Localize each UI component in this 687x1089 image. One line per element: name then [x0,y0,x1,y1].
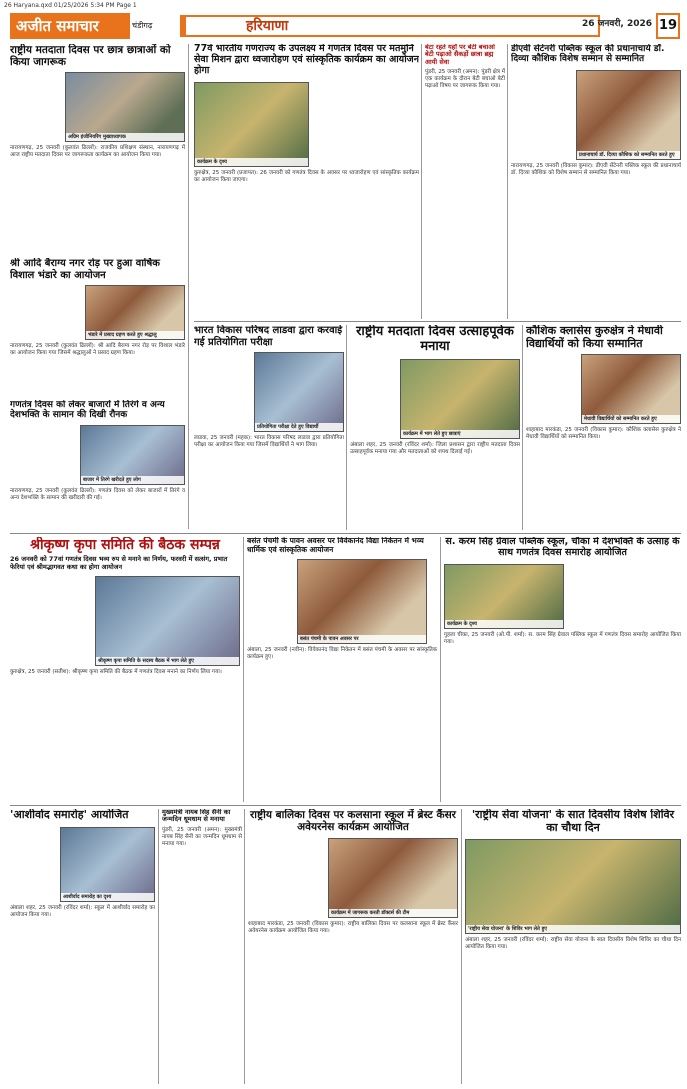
headline: स. करम सिंह ग्रेवाल पब्लिक स्कूल, चौका में देशभक्ति के उत्साह के साथ गणतंत्र दिवस समारोह आयोजित [445,537,680,558]
article-grewal-school [444,537,681,802]
article-breast-cancer [248,809,458,1084]
headline: राष्ट्रीय बालिका दिवस पर कलसाना स्कूल में ब्रेस्ट कैंसर अवेयरनेस कार्यक्रम आयोजित [250,809,456,834]
article-photo [65,72,185,142]
article-republic-markets [10,400,185,530]
article-basant-panchami [247,537,437,802]
file-info-line: 26 Haryana.qxd 01/25/2026 5:34 PM Page 1 [4,2,137,9]
article-voters-day-students [10,44,185,254]
article-photo [80,425,185,485]
photo-caption: अग्रिम इंजीनियरिंग मुख्याध्यापक [66,133,184,141]
article-dav-principal [511,44,681,319]
row-rule [194,321,681,322]
headline: बेटा रहते यहाँ पर बेटी बचाओ बेटी पढ़ाओ सैकड़ों छात्रा ब्रह्म आयी सेवा [425,44,495,66]
photo-caption: कार्यक्रम में भाग लेते हुए छात्राएं [401,430,519,438]
article-body: शाहाबाद मारकंडा, 25 जनवरी (विकास कुमार): राष्ट्रीय बालिका दिवस पर कलसाना स्कूल में ब्रेस्ट कैंसर अवेयरनेस कार्यक्रम आयोजित किया गया। [248,921,458,935]
headline: श्रीकृष्ण कृपा समिति की बैठक सम्पन्न [30,537,220,553]
article-photo [297,559,427,644]
headline: श्री आदि बैराग्य नगर रोड़ पर हुआ वार्षिक विशाल भंडारे का आयोजन [10,258,160,281]
article-photo [576,70,681,160]
row-rule [10,533,681,534]
article-body: अंबाला, 25 जनवरी (नवीन): विवेकानंद विद्या निकेतन में बसंत पंचमी के अवसर पर सांस्कृतिक कार्यक्रम हुए। [247,647,437,661]
article-photo [85,285,185,340]
column-rule [522,325,523,530]
headline: कौशिक क्लासेस कुरुक्षेत्र ने मेधावी विद्यार्थियों को किया सम्मानित [526,325,663,350]
article-voters-day [350,325,520,530]
article-body: पुंडरी, 25 जनवरी (अमन): मुख्यमंत्री नायब सिंह सैनी का जन्मदिन धूमधाम से मनाया गया। [162,826,242,847]
edition-city: चंडीगढ़ [132,21,153,30]
article-body: गुहला चीका, 25 जनवरी (ओ.पी. शर्मा): स. करम सिंह ग्रेवाल पब्लिक स्कूल में गणतंत्र दिवस समारोह आयोजित किया गया। [444,631,681,645]
column-rule [188,44,189,529]
article-body: अंबाला शहर, 25 जनवरी (रविंदर शर्मा): राष्ट्रीय सेवा योजना के सात दिवसीय विशेष शिविर का चौथा दिन आयोजित किया गया। [465,937,681,951]
headline: मुख्यमंत्री नायब सिंह सैनी का जन्मदिन धूमधाम से मनाया [162,809,231,824]
article-photo [581,354,681,424]
article-body: नारायणगढ़, 25 जनवरी (कुलवंत ढिल्लों): श्री आदि बैराग्य नगर रोड़ पर विशाल भंडारे का आयोजन किया गया जिसमें श्रद्धालुओं ने प्रसाद ग्रहण किया। [10,343,185,356]
article-body: शाहाबाद मारकंडा, 25 जनवरी (विकास कुमार): कौशिक क्लासेस कुरुक्षेत्र ने मेधावी विद्यार्थियों को सम्मानित किया। [526,427,681,441]
issue-date: 26 जनवरी, 2026 [582,19,652,29]
column-rule [243,537,244,802]
headline: भारत विकास परिषद लाडवा द्वारा करवाई गई प्रतियोगिता परीक्षा [194,325,343,348]
article-body: कुरुक्षेत्र, 25 जनवरी (सतीश): श्रीकृष्ण कृपा समिति की बैठक में गणतंत्र दिवस मनाने का निर्णय लिया गया। [10,669,222,676]
photo-caption: भंडारे में प्रसाद ग्रहण करते हुए श्रद्धालु [86,331,184,339]
photo-caption: आशीर्वाद समारोह का दृश्य [61,893,154,901]
article-bharat-vikas [194,325,344,530]
headline: 'राष्ट्रीय सेवा योजना' के सात दिवसीय विशेष शिविर का चौथा दिन [471,809,675,834]
column-rule [507,44,508,319]
article-body: पुंडरी, 25 जनवरी (अमन): पुंडरी क्षेत्र में एक कार्यक्रम के दौरान बेटी बचाओ बेटी पढ़ाओ विषय पर जागरूक किया गया। [425,69,505,90]
column-rule [440,537,441,802]
article-body: लाडवा, 25 जनवरी (महक): भारत विकास परिषद लाडवा द्वारा प्रतियोगिता परीक्षा का आयोजन किया गया जिसमें विद्यार्थियों ने भाग लिया। [194,435,344,448]
column-rule [346,325,347,530]
article-beti-bachao [425,44,505,319]
photo-caption: मेधावी विद्यार्थियों को सम्मानित करते हुए [582,415,680,423]
photo-caption: बसंत पंचमी के पावन अवसर पर [298,635,426,643]
masthead [10,13,680,39]
newspaper-logo: अजीत समाचार [10,13,130,39]
photo-caption: 'राष्ट्रीय सेवा योजना' के शिविर भाग लेते हुए [466,925,680,933]
headline: डीएवी सेंटेनरी पब्लिक स्कूल की प्रधानाचार्य डॉ. दिव्या कौशिक विशेष सम्मान से सम्मानित [511,44,665,65]
headline: राष्ट्रीय मतदाता दिवस उत्साहपूर्वक मनाया [356,325,514,354]
headline: 'आशीर्वाद समारोह' आयोजित [10,809,129,821]
row-rule [10,805,681,806]
article-body: नारायणगढ़, 25 जनवरी (कुलवंत ढिल्लों): राजकीय प्रशिक्षण संस्थान, नारायणगढ़ में आज राष्ट्रीय मतदाता दिवस पर जागरूकता कार्यक्रम का आयोजन किया गया। [10,145,185,159]
article-photo [95,576,240,666]
article-ashirwad [10,809,155,1084]
article-nss-camp [465,809,681,1084]
column-rule [461,809,462,1084]
article-photo [328,838,458,918]
article-republic-mission [194,44,419,319]
column-rule [244,809,245,1084]
photo-caption: श्रीकृष्ण कृपा समिति के सदस्य बैठक में भाग लेते हुए [96,657,239,665]
article-body: नारायणगढ़, 25 जनवरी (कुलवंत ढिल्लों): गणतंत्र दिवस को लेकर बाजारों में तिरंगे व अन्य देशभक्ति के सामान की खरीदारी की गई। [10,487,185,501]
photo-caption: प्रतियोगिता परीक्षा देते हुए विद्यार्थी [255,423,343,431]
article-body: अंबाला शहर, 25 जनवरी (रविंदर शर्मा): जिला प्रशासन द्वारा राष्ट्रीय मतदाता दिवस उत्साहपूर्वक मनाया गया और मतदाताओं को शपथ दिलाई गई। [350,441,520,455]
article-photo [400,359,520,439]
article-body: कुरुक्षेत्र, 25 जनवरी (प्रजापत): 26 जनवरी को गणतंत्र दिवस के अवसर पर ध्वजारोहण एवं सांस्कृतिक कार्यक्रम का आयोजन किया जाएगा। [194,169,419,183]
headline: राष्ट्रीय मतदाता दिवस पर छात्र छात्राओं को किया जागरूक [10,44,171,69]
article-cm-birthday [162,809,242,1084]
column-rule [158,809,159,1084]
article-body: अंबाला शहर, 25 जनवरी (रविंदर शर्मा): स्कूल में आशीर्वाद समारोह का आयोजन किया गया। [10,904,155,918]
column-rule [421,44,422,319]
article-krishna-kripa [10,537,240,802]
photo-caption: कार्यक्रम के दृश्य [195,158,308,166]
article-bhandara [10,258,185,393]
article-photo [444,564,564,629]
photo-caption: कार्यक्रम में जागरूक करती डॉक्टर्स की टीम [329,909,457,917]
photo-caption: कार्यक्रम के दृश्य [445,620,563,628]
article-photo [60,827,155,902]
article-kaushik-classes [526,325,681,530]
page-number: 19 [656,13,680,39]
subheadline: 26 जनवरी को 77वां गणतंत्र दिवस भव्य रुप से मनाने का निर्णय, फरवरी में सत्संग, प्रभात फेरियां एवं श्रीमद्भागवत कथा का होगा आयोजन [10,555,228,571]
article-photo [465,839,681,934]
article-photo [194,82,309,167]
headline: गणतंत्र दिवस को लेकर बाजारों में तिरंगे व अन्य देशभक्ति के सामान की दिखी रौनक [10,400,165,421]
section-title: हरियाणा [180,15,600,37]
article-body: नारायणगढ़, 25 जनवरी (विकास कुमार): डीएवी सेंटेनरी पब्लिक स्कूल की प्रधानाचार्य डॉ. दिव्या कौशिक को विशेष सम्मान से सम्मानित किया गया। [511,162,681,176]
headline: बसंत पंचमी के पावन अवसर पर विवेकानंद विद्या निकेतन में भव्य धार्मिक एवं सांस्कृतिक आयोजन [247,537,424,554]
article-photo [254,352,344,432]
photo-caption: प्रधानाचार्य डॉ. दिव्या कौशिक को सम्मानित करते हुए [577,151,680,159]
photo-caption: बाजार में तिरंगे खरीदते हुए लोग [81,476,184,484]
headline: 77वें भारतीय गणराज्य के उपलक्ष्य में गणतंत्र दिवस पर मतमुनि सेवा मिशन द्वारा ध्वजारोहण एवं सांस्कृतिक कार्यक्रम का आयोजन होगा [194,44,419,76]
